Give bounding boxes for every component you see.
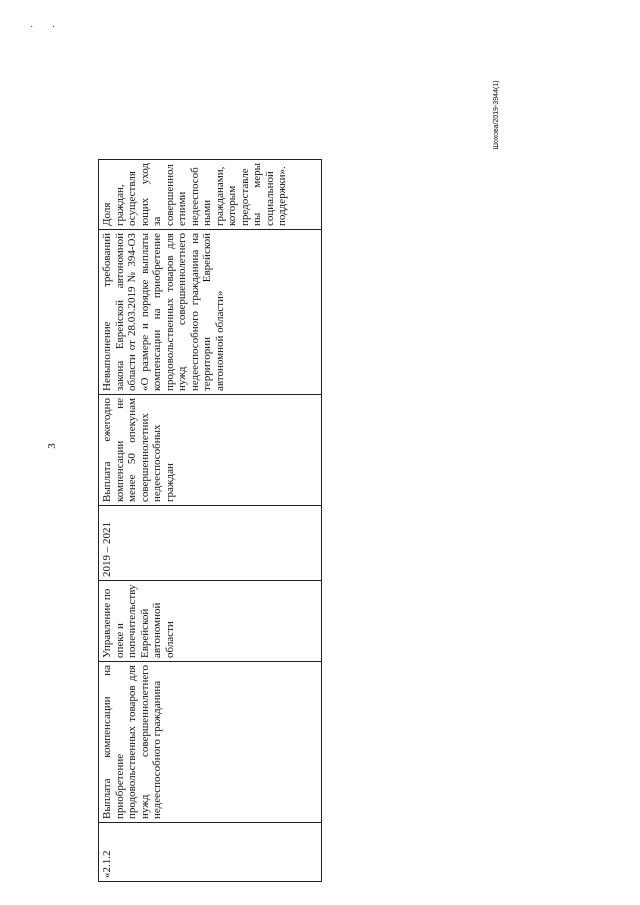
- consequences-cell: Невыполнение требований закона Еврейской автономной области от 28.03.2019 № 394-ОЗ «О размере и порядке выплаты компенсации на приобретение продовольственных товаров для нужд совершеннолетнего недееспособного гражданина на территории Еврейской автономной области»: [99, 230, 322, 395]
- measure-cell: Выплата компенсации на приобретение продовольственных товаров для нужд совершеннолетнего недееспособного гражданина: [99, 662, 322, 823]
- page-number: 3: [46, 443, 58, 449]
- document-id: Шохова/2019-3944(1): [493, 80, 500, 150]
- executor-cell: Управление по опеке и попечительству Еврейской автономной области: [99, 581, 322, 662]
- table-row: [99, 160, 322, 882]
- indicator-cell: Доля граждан, осуществляющих уход за совершеннолетними недееспособными гражданами, которым предоставлены меры социальной поддержки».: [99, 160, 322, 230]
- result-cell: Выплата ежегодно компенсации не менее 50 опекунам совершеннолетних недееспособных граждан: [99, 395, 322, 506]
- program-table: [98, 160, 322, 882]
- period-cell: 2019 – 2021: [99, 506, 322, 581]
- row-number-cell: «2.1.2: [99, 823, 322, 882]
- scan-marks: · ·: [30, 22, 64, 33]
